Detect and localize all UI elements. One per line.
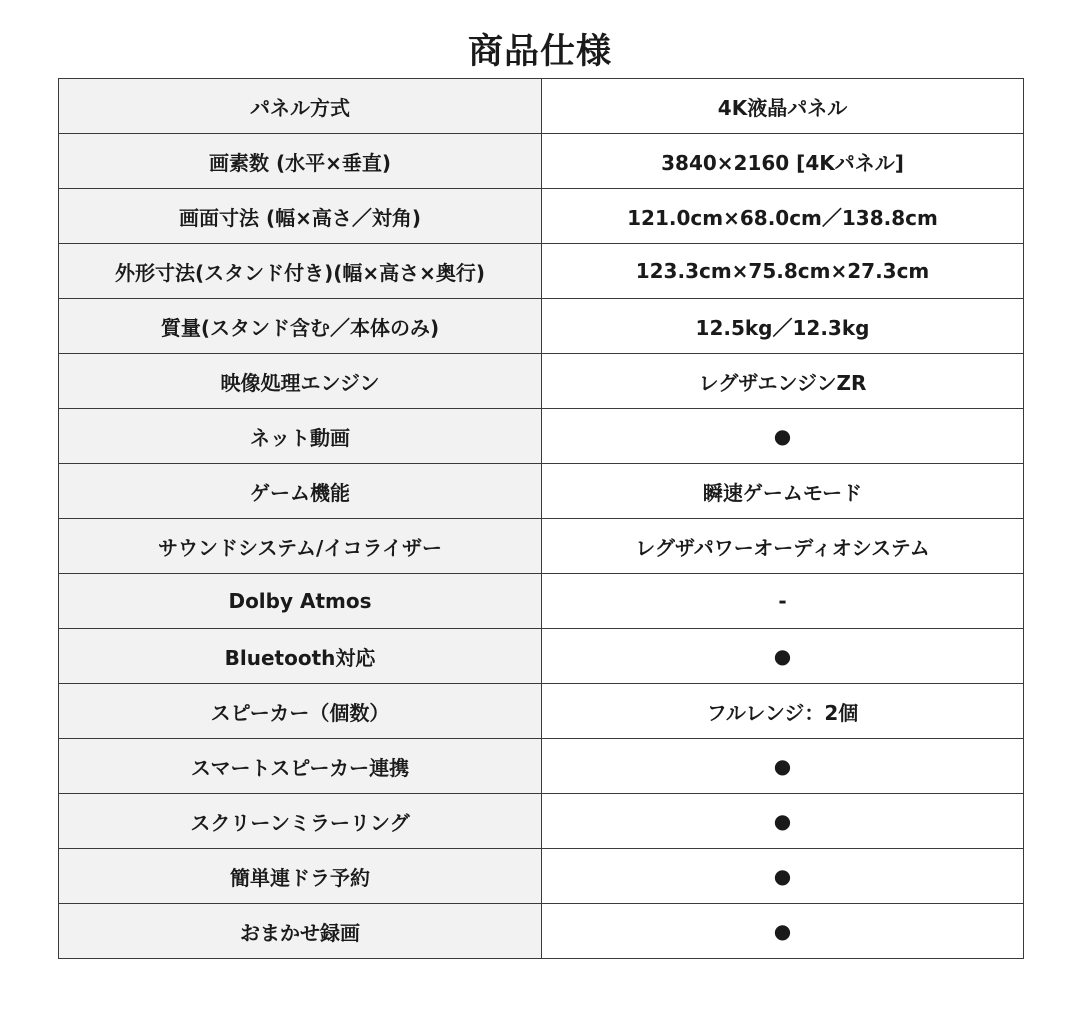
- table-row: [59, 849, 1024, 904]
- spec-label: ゲーム機能: [59, 464, 542, 519]
- spec-label: 画面寸法 (幅×高さ／対角): [59, 189, 542, 244]
- spec-value: ●: [542, 849, 1024, 904]
- spec-label: Dolby Atmos: [59, 574, 542, 629]
- table-row: [59, 299, 1024, 354]
- spec-value: -: [542, 574, 1024, 629]
- spec-label: スマートスピーカー連携: [59, 739, 542, 794]
- spec-table: [58, 78, 1024, 959]
- spec-value: 12.5kg／12.3kg: [542, 299, 1024, 354]
- table-row: [59, 519, 1024, 574]
- spec-value: レグザパワーオーディオシステム: [542, 519, 1024, 574]
- table-row: [59, 79, 1024, 134]
- spec-value: 123.3cm×75.8cm×27.3cm: [542, 244, 1024, 299]
- spec-label: 映像処理エンジン: [59, 354, 542, 409]
- spec-label: 画素数 (水平×垂直): [59, 134, 542, 189]
- spec-label: おまかせ録画: [59, 904, 542, 959]
- spec-label: 簡単連ドラ予約: [59, 849, 542, 904]
- spec-label: ネット動画: [59, 409, 542, 464]
- spec-value: 3840×2160 [4Kパネル]: [542, 134, 1024, 189]
- spec-value: 4K液晶パネル: [542, 79, 1024, 134]
- spec-value: 121.0cm×68.0cm／138.8cm: [542, 189, 1024, 244]
- table-row: [59, 794, 1024, 849]
- table-row: [59, 409, 1024, 464]
- spec-label: スクリーンミラーリング: [59, 794, 542, 849]
- table-row: [59, 684, 1024, 739]
- spec-value: ●: [542, 904, 1024, 959]
- spec-value: ●: [542, 409, 1024, 464]
- table-row: [59, 629, 1024, 684]
- spec-label: サウンドシステム/イコライザー: [59, 519, 542, 574]
- spec-value: 瞬速ゲームモード: [542, 464, 1024, 519]
- table-row: [59, 464, 1024, 519]
- table-row: [59, 189, 1024, 244]
- table-row: [59, 244, 1024, 299]
- spec-label: Bluetooth対応: [59, 629, 542, 684]
- spec-value: レグザエンジンZR: [542, 354, 1024, 409]
- spec-label: 質量(スタンド含む／本体のみ): [59, 299, 542, 354]
- spec-value: ●: [542, 739, 1024, 794]
- spec-value: ●: [542, 794, 1024, 849]
- table-row: [59, 134, 1024, 189]
- spec-label: スピーカー（個数）: [59, 684, 542, 739]
- spec-label: 外形寸法(スタンド付き)(幅×高さ×奥行): [59, 244, 542, 299]
- spec-value: ●: [542, 629, 1024, 684]
- table-row: [59, 904, 1024, 959]
- table-row: [59, 354, 1024, 409]
- page-title: 商品仕様: [467, 32, 612, 72]
- spec-label: パネル方式: [59, 79, 542, 134]
- spec-value: フルレンジ：2個: [542, 684, 1024, 739]
- table-row: [59, 574, 1024, 629]
- table-row: [59, 739, 1024, 794]
